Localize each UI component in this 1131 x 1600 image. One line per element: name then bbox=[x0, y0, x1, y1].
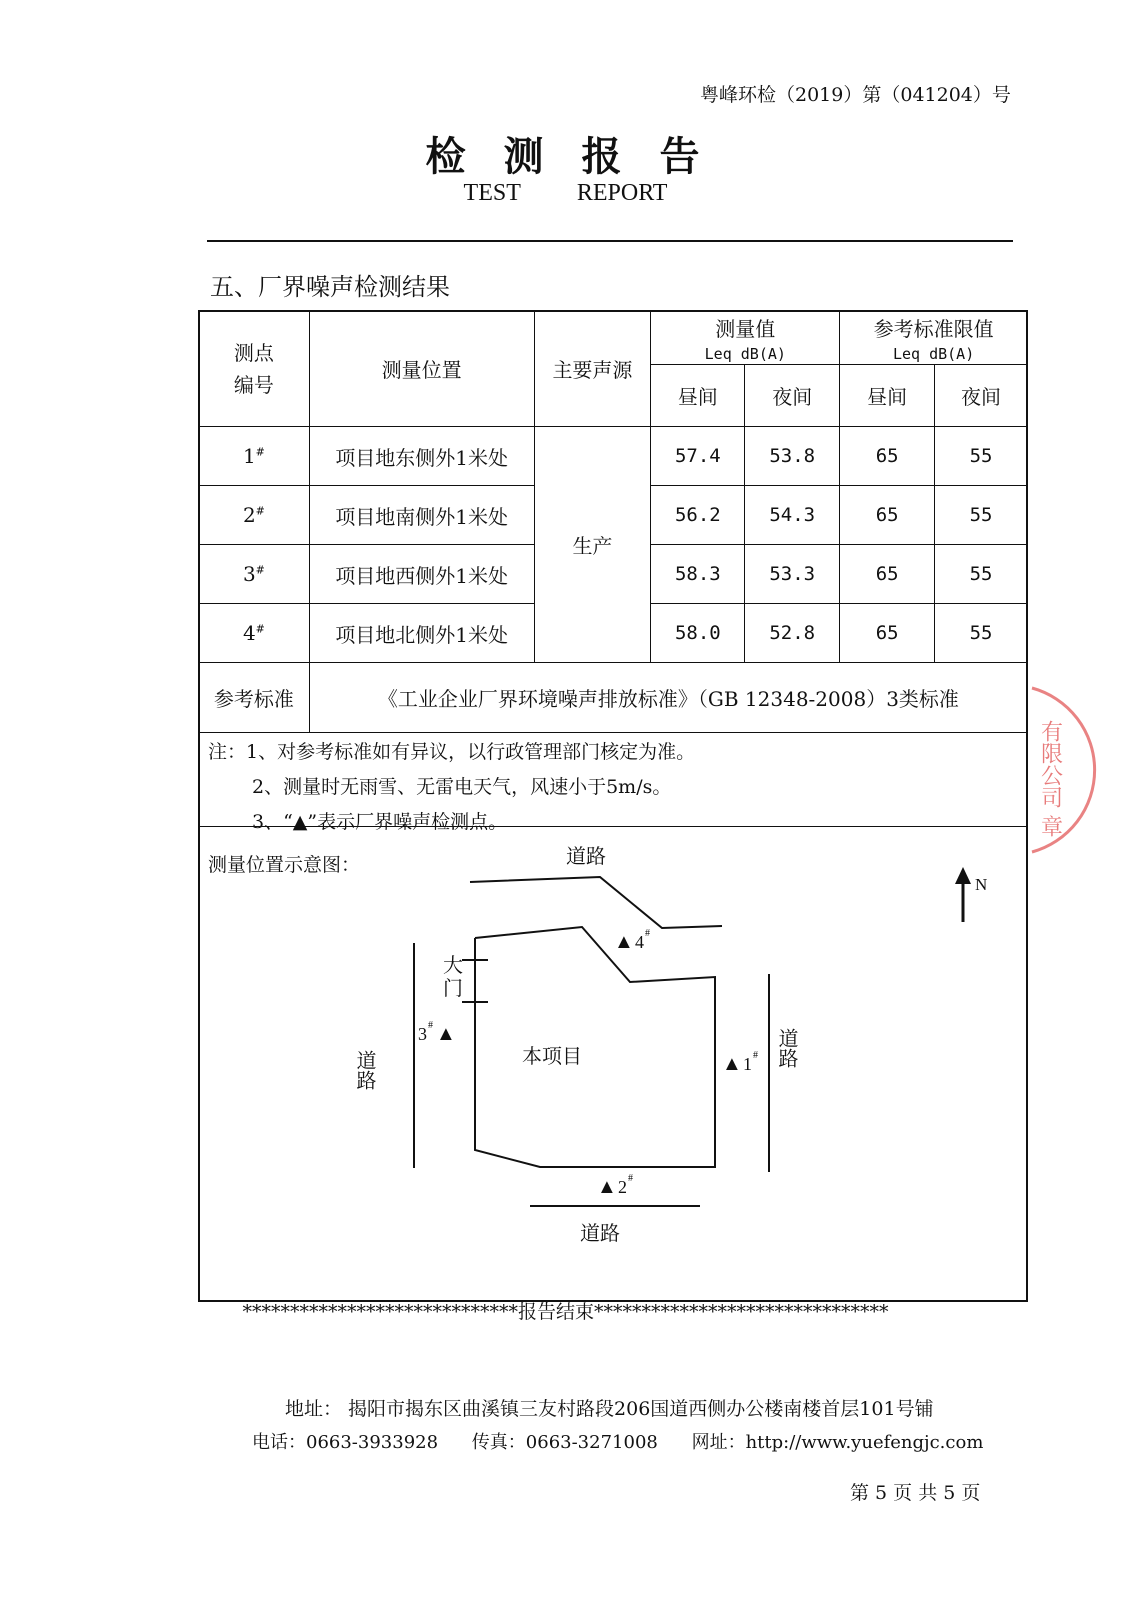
location-cell: 项目地东侧外1米处 bbox=[309, 427, 534, 486]
point-id-text: 4 bbox=[242, 621, 256, 645]
company-seal bbox=[1022, 680, 1131, 860]
limit-night-cell: 55 bbox=[935, 486, 1028, 545]
report-end-line: *****************************报告结束******************************* bbox=[242, 1301, 889, 1323]
header-divider bbox=[207, 240, 1013, 242]
limit-night-cell: 55 bbox=[935, 427, 1028, 486]
diagram-label: 测量位置示意图： bbox=[208, 854, 361, 876]
title-word: TEST bbox=[463, 180, 521, 206]
point-id: 3# bbox=[199, 545, 310, 604]
header-point-id bbox=[199, 311, 310, 427]
gate-label-2: 门 bbox=[443, 978, 463, 1000]
limit-unit: Leq dB(A) bbox=[892, 344, 975, 363]
limit-day-cell: 65 bbox=[840, 486, 935, 545]
website: 网址：http://www.yuefengjc.com bbox=[691, 1432, 984, 1453]
title-char: 检 bbox=[425, 133, 472, 180]
point-id: 4# bbox=[199, 604, 310, 663]
point-4-triangle: ▲ bbox=[614, 931, 634, 953]
road-label-left-1: 道路 bbox=[353, 1050, 375, 1090]
measured-day-cell: 58.0 bbox=[651, 604, 745, 663]
measured-night-cell: 52.8 bbox=[745, 604, 840, 663]
point-id-text: 1 bbox=[242, 444, 256, 468]
gate-label-1: 大 bbox=[443, 955, 463, 977]
header-limit bbox=[840, 311, 1028, 365]
point-id: 1# bbox=[199, 427, 310, 486]
point-1-hash: # bbox=[753, 1050, 758, 1061]
reference-row bbox=[199, 663, 1028, 733]
notes-block bbox=[208, 735, 695, 840]
limit-day-cell: 65 bbox=[840, 427, 935, 486]
point-1-triangle: ▲ bbox=[722, 1053, 742, 1075]
company-address: 地址： 揭阳市揭东区曲溪镇三友村路段206国道西侧办公楼南楼首层101号铺 bbox=[285, 1398, 934, 1420]
point-id-text: 2 bbox=[242, 503, 256, 527]
point-id-text: 3 bbox=[242, 562, 256, 586]
north-arrow-head bbox=[955, 867, 971, 884]
source-cell: 生产 bbox=[534, 427, 651, 663]
header-limit-day: 昼间 bbox=[840, 365, 935, 427]
header-measured bbox=[651, 311, 840, 365]
limit-night-cell: 55 bbox=[935, 545, 1028, 604]
point-3-label: 3 bbox=[418, 1024, 427, 1044]
fax: 传真：0663-3271008 bbox=[471, 1432, 658, 1453]
table-row bbox=[199, 427, 1028, 486]
road-label-right: 道路 bbox=[775, 1028, 797, 1068]
report-title-cn bbox=[0, 125, 1131, 182]
point-3-hash: # bbox=[428, 1020, 433, 1031]
note-3: 3、“▲”表示厂界噪声检测点。 bbox=[252, 811, 508, 833]
measured-night-cell: 54.3 bbox=[745, 486, 840, 545]
limit-day-cell: 65 bbox=[840, 545, 935, 604]
point-2-triangle: ▲ bbox=[597, 1176, 617, 1198]
point-2-label: 2 bbox=[618, 1177, 627, 1197]
location-cell: 项目地南侧外1米处 bbox=[309, 486, 534, 545]
project-outline bbox=[475, 927, 715, 1167]
title-char: 告 bbox=[659, 133, 706, 180]
measured-night-cell: 53.8 bbox=[745, 427, 840, 486]
reference-standard: 《工业企业厂界环境噪声排放标准》（GB 12348-2008）3类标准 bbox=[309, 663, 1027, 733]
header-measured-day: 昼间 bbox=[651, 365, 745, 427]
report-number: 粤峰环检（2019）第（041204）号 bbox=[700, 84, 1011, 106]
measured-unit: Leq dB(A) bbox=[704, 344, 786, 363]
north-label: N bbox=[975, 875, 988, 894]
top-road-line bbox=[470, 877, 722, 928]
header-point-id-text: 测点 编号 bbox=[233, 340, 274, 397]
header-source: 主要声源 bbox=[534, 311, 651, 427]
title-word: REPORT bbox=[576, 180, 668, 206]
page-number: 第 5 页 共 5 页 bbox=[850, 1482, 981, 1504]
note-2: 2、测量时无雨雪、无雷电天气，风速小于5m/s。 bbox=[252, 776, 672, 798]
limit-day-cell: 65 bbox=[840, 604, 935, 663]
point-4-label: 4 bbox=[635, 932, 644, 952]
site-diagram bbox=[198, 830, 1028, 1300]
telephone: 电话：0663-3933928 bbox=[252, 1432, 439, 1453]
measured-label: 测量值 bbox=[715, 316, 776, 341]
note-1: 注：1、对参考标准如有异议，以行政管理部门核定为准。 bbox=[208, 741, 696, 763]
measured-night-cell: 53.3 bbox=[745, 545, 840, 604]
limit-label: 参考标准限值 bbox=[873, 316, 994, 341]
point-4-hash: # bbox=[645, 928, 650, 939]
limit-night-cell: 55 bbox=[935, 604, 1028, 663]
point-2-hash: # bbox=[628, 1173, 633, 1184]
title-char: 报 bbox=[581, 133, 628, 180]
contact-line bbox=[252, 1428, 1011, 1454]
header-location: 测量位置 bbox=[309, 311, 534, 427]
header-measured-night: 夜间 bbox=[745, 365, 840, 427]
project-label: 本项目 bbox=[522, 1046, 582, 1068]
point-id: 2# bbox=[199, 486, 310, 545]
measured-day-cell: 58.3 bbox=[651, 545, 745, 604]
title-char: 测 bbox=[503, 133, 550, 180]
report-title-en bbox=[0, 180, 1131, 207]
seal-text: 有限公司 章 bbox=[1037, 720, 1063, 837]
location-cell: 项目地西侧外1米处 bbox=[309, 545, 534, 604]
road-label-bottom: 道路 bbox=[580, 1223, 620, 1245]
point-1-label: 1 bbox=[743, 1054, 752, 1074]
point-3-triangle: ▲ bbox=[436, 1023, 456, 1045]
measured-day-cell: 56.2 bbox=[651, 486, 745, 545]
header-limit-night: 夜间 bbox=[935, 365, 1028, 427]
location-cell: 项目地北侧外1米处 bbox=[309, 604, 534, 663]
section-title: 五、厂界噪声检测结果 bbox=[210, 273, 450, 301]
road-label-top: 道路 bbox=[566, 846, 606, 868]
measured-day-cell: 57.4 bbox=[651, 427, 745, 486]
reference-label: 参考标准 bbox=[199, 663, 310, 733]
